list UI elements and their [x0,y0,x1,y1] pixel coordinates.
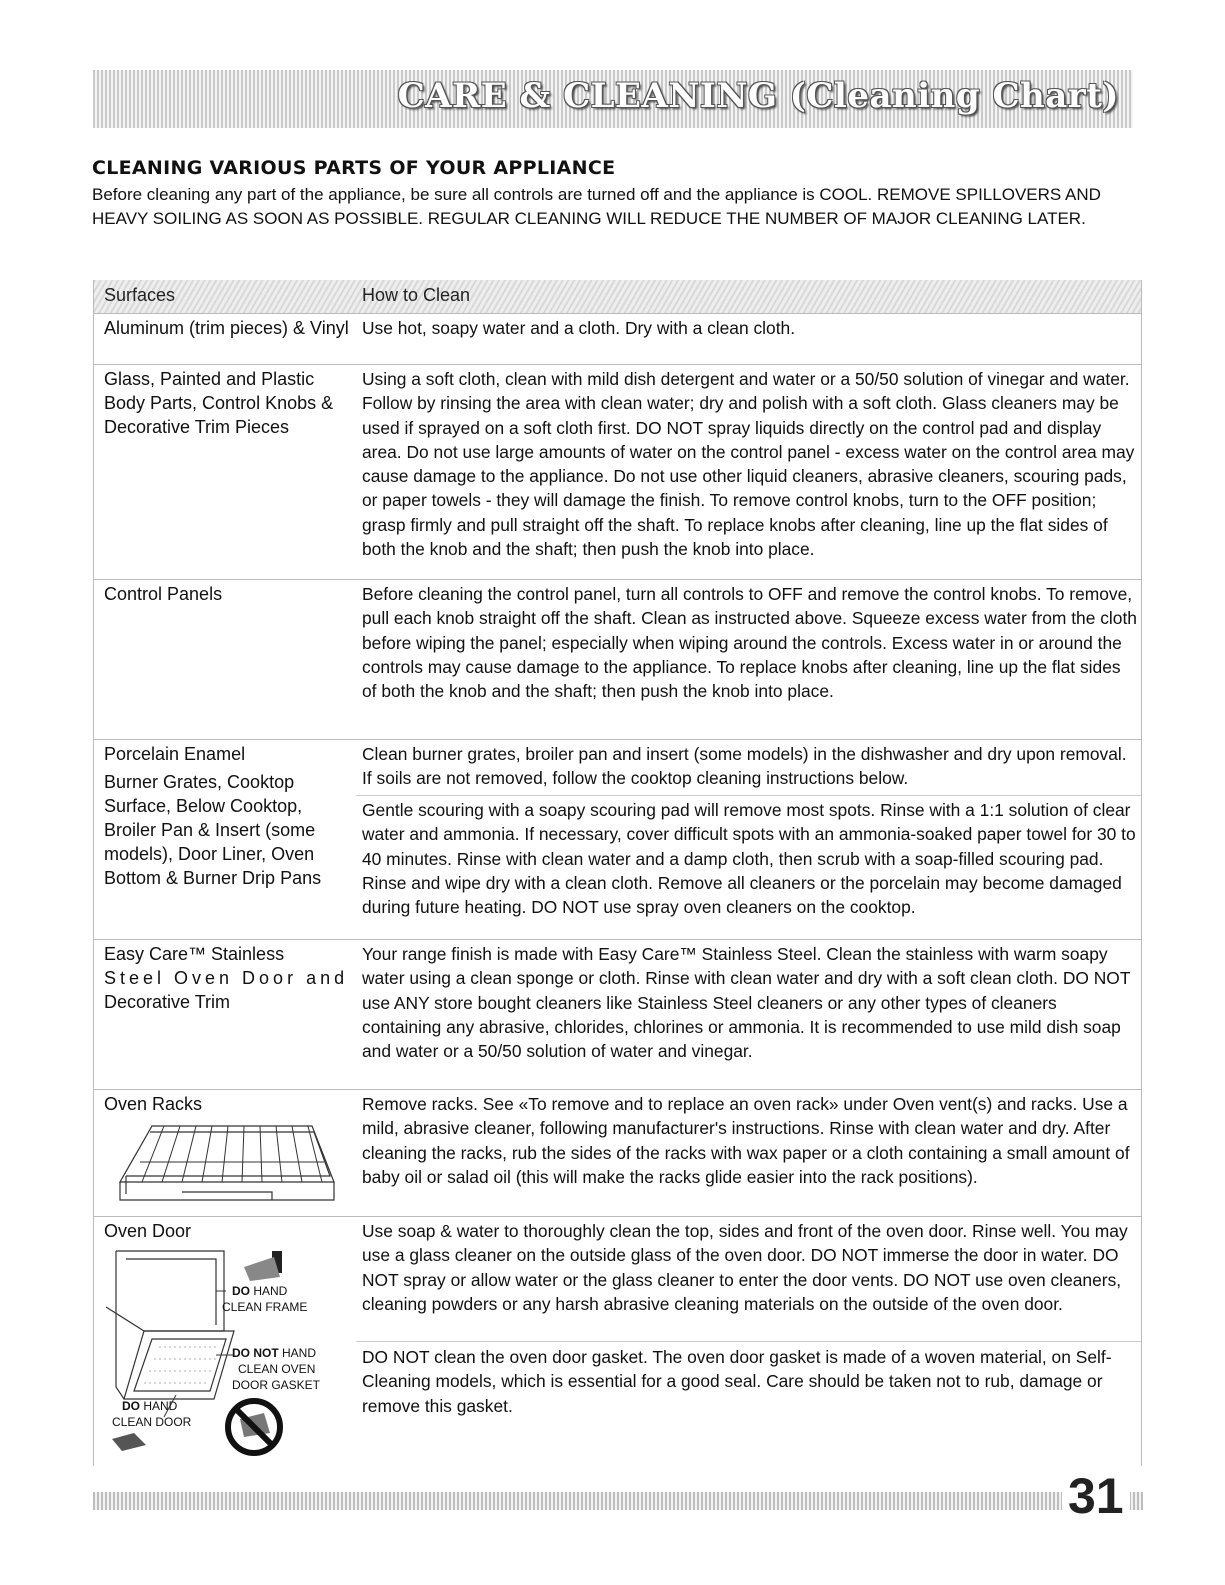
surface-cell: Porcelain Enamel [104,744,246,764]
column-header-how-to-clean: How to Clean [362,285,471,305]
how-to-clean-cell: Remove racks. See «To remove and to replace an oven rack» under Oven vent(s) and racks. Use a mild, abrasive cleaner, following manufacturer's instructions. Rinse with clean water and dry. After cleaning the racks, rub the sides of the racks with wax paper or a cloth containing a small amount of baby oil or salad oil (this will make the racks glide easier into the rack positions). [362,1094,1130,1187]
frame-rest-text: CLEAN FRAME [222,1300,308,1314]
table-row [94,364,1141,580]
table-row [94,313,1141,365]
gasket-do-text: DO NOT [232,1346,279,1360]
door-hand-text: HAND [143,1399,178,1413]
oven-rack-illustration [112,1122,337,1204]
svg-text:DO NOT HAND [232,1346,316,1360]
how-to-clean-cell: Using a soft cloth, clean with mild dish detergent and water or a 50/50 solution of vinegar and water. Follow by rinsing the area with clean water; dry and polish with a soft cloth. Glass cleaners may be used if sprayed on a soft cloth first. DO NOT spray liquids directly on the control pad and display area. Do not use large amounts of water on the control panel - excess water on the control area may cause damage to the appliance. Do not use other liquid cleaners, abrasive cleaners, scouring pads, or paper towels - they will damage the finish. To remove control knobs, turn to the OFF position; grasp firmly and pull straight off the shaft. To replace knobs after cleaning, line up the flat sides of both the knob and the shaft; then push the knob into place. [362,369,1135,560]
surface-cell: Easy Care™ Stainless [104,944,285,964]
inner-divider [356,795,1141,796]
table-row [94,739,1141,940]
door-do-text: DO [122,1399,140,1413]
surface-cell: Control Panels [104,584,223,604]
how-to-clean-cell: Use hot, soapy water and a cloth. Dry with a clean cloth. [362,318,796,338]
how-to-clean-cell: Use soap & water to thoroughly clean the top, sides and front of the oven door. Rinse well. You may use a glass cleaner on the outside glass of the oven door. DO NOT immerse the door in water. DO NOT spray or allow water or the glass cleaner to enter the door vents. DO NOT use oven cleaners, cleaning powders or any harsh abrasive cleaning materials on the outside of the oven door. [362,1221,1128,1314]
section-heading: CLEANING VARIOUS PARTS OF YOUR APPLIANCE [92,157,616,179]
table-row [94,1089,1141,1217]
intro-text: Before cleaning any part of the appliance, be sure all controls are turned off and the appliance is COOL. REMOVE SPILLOVERS AND HEAVY SOILING AS SOON AS POSSIBLE. REGULAR CLEANING WILL REDUCE THE NUMBER OF MAJOR CLEANING LATER. [92,185,1101,228]
page-number: 31 [1062,1468,1130,1524]
surface-cell: Aluminum (trim pieces) & Vinyl [104,318,349,338]
oven-door-illustration [104,1247,344,1461]
how-to-clean-cell: Before cleaning the control panel, turn all controls to OFF and remove the control knobs. To remove, pull each knob straight off the shaft. Clean as instructed above. Squeeze excess water from the cloth before wiping the panel; especially when wiping around the controls. Excess water in or around the controls may cause damage to the appliance. To replace knobs after cleaning, line up the flat sides of both the knob and the shaft; then push the knob into place. [362,584,1137,702]
svg-text:DO HAND [122,1399,178,1413]
surface-cell: Glass, Painted and Plastic Body Parts, Control Knobs & Decorative Trim Pieces [104,369,334,437]
how-to-clean-cell: Clean burner grates, broiler pan and insert (some models) in the dishwasher and dry upon removal. If soils are not removed, follow the cooktop cleaning instructions below. [362,744,1127,789]
frame-hand-text: HAND [253,1284,288,1298]
gasket-rest1-text: CLEAN OVEN [238,1362,316,1376]
page-title: CARE & CLEANING (Cleaning Chart) [397,76,1119,116]
how-to-clean-cell-detail: DO NOT clean the oven door gasket. The oven door gasket is made of a woven material, on Self-Cleaning models, which is essential for a good seal. Care should be taken not to rub, damage or remove this gasket. [362,1347,1112,1416]
header-banner [93,70,1133,128]
table-header [94,280,1141,313]
frame-do-text: DO [232,1284,250,1298]
column-header-surfaces: Surfaces [104,285,176,305]
surface-cell: Oven Racks [104,1094,203,1114]
surface-cell: Decorative Trim [104,992,231,1012]
inner-divider [356,1341,1141,1342]
door-rest-text: CLEAN DOOR [112,1415,192,1429]
surface-cell-detail: Burner Grates, Cooktop Surface, Below Cooktop, Broiler Pan & Insert (some models), Door Liner, Oven Bottom & Burner Drip Pans [104,772,322,888]
table-row [94,939,1141,1090]
footer-band [93,1492,1143,1510]
surface-cell: Steel Oven Door and [104,968,349,988]
cleaning-chart-table [93,280,1142,1466]
prohibited-icon [228,1401,280,1453]
table-row [94,1216,1141,1467]
svg-text:DO HAND [232,1284,288,1298]
gasket-hand-text: HAND [282,1346,317,1360]
table-row [94,579,1141,740]
how-to-clean-cell: Your range finish is made with Easy Care™ Stainless Steel. Clean the stainless with warm soapy water using a clean sponge or cloth. Rinse with clean water and dry with a soft clean cloth. DO NOT use ANY store bought cleaners like Stainless Steel cleaners or any other types of cleaners containing any abrasive, chlorides, chlorines or ammonia. It is recommended to use mild dish soap and water or a 50/50 solution of water and vinegar. [362,944,1131,1062]
surface-cell: Oven Door [104,1221,192,1241]
how-to-clean-cell-detail: Gentle scouring with a soapy scouring pad will remove most spots. Rinse with a 1:1 solution of clear water and ammonia. If necessary, cover difficult spots with an ammonia-soaked paper towel for 30 to 40 minutes. Rinse with clean water and a damp cloth, then scrub with a soap-filled scouring pad. Rinse and wipe dry with a clean cloth. Remove all cleaners or the porcelain may become damaged during future heating. DO NOT use spray oven cleaners on the cooktop. [362,800,1136,918]
gasket-rest2-text: DOOR GASKET [232,1378,321,1392]
